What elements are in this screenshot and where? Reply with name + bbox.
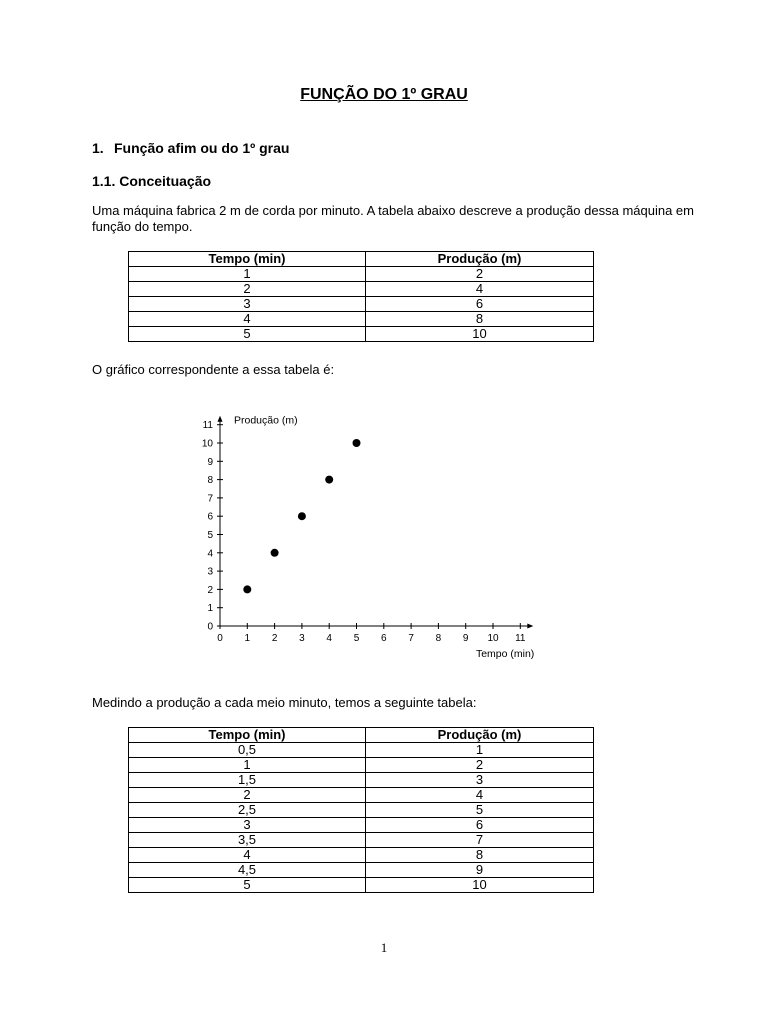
table-row [129, 863, 594, 878]
table-row [129, 282, 594, 297]
cell-producao: 1 [366, 743, 594, 758]
cell-producao: 2 [366, 758, 594, 773]
table-header-row [129, 728, 594, 743]
table-body [129, 267, 594, 342]
x-tick-label: 7 [408, 633, 414, 644]
data-point [325, 476, 333, 484]
cell-tempo: 0,5 [129, 743, 366, 758]
half-minute-table [128, 727, 594, 893]
cell-producao: 5 [366, 803, 594, 818]
table-row [129, 878, 594, 893]
x-tick-label: 11 [515, 633, 526, 644]
subsection-heading: 1.1. Conceituação [92, 173, 212, 189]
cell-tempo: 2 [129, 282, 366, 297]
cell-tempo: 4 [129, 848, 366, 863]
cell-producao: 8 [366, 312, 594, 327]
cell-tempo: 3 [129, 818, 366, 833]
data-point [271, 549, 279, 557]
y-tick-label: 8 [207, 475, 213, 487]
cell-producao: 7 [366, 833, 594, 848]
half-minute-intro: Medindo a produção a cada meio minuto, temos a seguinte tabela: [92, 695, 477, 710]
cell-producao: 6 [366, 297, 594, 312]
header-tempo: Tempo (min) [129, 252, 366, 267]
x-tick-label: 2 [271, 633, 278, 644]
production-table [128, 251, 594, 342]
data-point [298, 512, 306, 520]
section-heading [92, 140, 289, 156]
x-tick-label: 8 [435, 633, 442, 644]
y-tick-label: 11 [202, 420, 213, 432]
table-row [129, 758, 594, 773]
y-tick-label: 9 [207, 456, 213, 468]
y-tick-label: 10 [201, 438, 213, 450]
data-point [243, 585, 251, 593]
header-producao: Produção (m) [366, 252, 594, 267]
cell-producao: 6 [366, 818, 594, 833]
y-tick-label: 7 [207, 493, 213, 505]
x-axis-label: Tempo (min) [475, 648, 535, 660]
section-number: 1. [92, 140, 104, 156]
table-row [129, 773, 594, 788]
x-tick-label: 6 [381, 633, 387, 644]
y-tick-label: 0 [207, 621, 213, 633]
page-title: FUNÇÃO DO 1º GRAU [300, 86, 468, 103]
cell-producao: 3 [366, 773, 594, 788]
cell-producao: 4 [366, 282, 594, 297]
cell-tempo: 3 [129, 297, 366, 312]
cell-tempo: 1,5 [129, 773, 366, 788]
y-tick-label: 3 [207, 566, 213, 578]
cell-tempo: 5 [129, 878, 366, 893]
cell-tempo: 2 [129, 788, 366, 803]
x-tick-label: 9 [462, 633, 469, 644]
x-tick-label: 10 [487, 633, 499, 644]
table-row [129, 267, 594, 282]
y-tick-label: 4 [207, 548, 213, 560]
table-row [129, 818, 594, 833]
x-tick-label: 5 [353, 633, 360, 644]
x-axis-arrow [527, 624, 533, 629]
cell-producao: 4 [366, 788, 594, 803]
x-tick-label: 4 [326, 633, 332, 644]
page-number: 1 [380, 940, 388, 955]
y-tick-label: 6 [207, 511, 213, 523]
cell-tempo: 4,5 [129, 863, 366, 878]
table-body [129, 743, 594, 893]
cell-tempo: 2,5 [129, 803, 366, 818]
table-row [129, 312, 594, 327]
section-label: Função afim ou do 1º grau [114, 140, 290, 156]
cell-tempo: 5 [129, 327, 366, 342]
cell-producao: 8 [366, 848, 594, 863]
header-tempo: Tempo (min) [129, 728, 366, 743]
y-axis-label: Produção (m) [234, 414, 298, 427]
production-scatter-chart [180, 400, 560, 670]
table-row [129, 327, 594, 342]
table-row [129, 743, 594, 758]
intro-paragraph: Uma máquina fabrica 2 m de corda por minuto. A tabela abaixo descreve a produção dessa máquina em função do tempo. [92, 203, 694, 234]
table-row [129, 848, 594, 863]
x-tick-label: 1 [244, 633, 251, 644]
cell-producao: 2 [366, 267, 594, 282]
graph-intro: O gráfico correspondente a essa tabela é: [92, 362, 335, 377]
header-producao: Produção (m) [366, 728, 594, 743]
cell-producao: 10 [366, 327, 594, 342]
table-row [129, 833, 594, 848]
table-row [129, 803, 594, 818]
y-axis-arrow [218, 416, 223, 422]
cell-tempo: 1 [129, 758, 366, 773]
cell-tempo: 1 [129, 267, 366, 282]
data-point [353, 439, 361, 447]
cell-producao: 10 [366, 878, 594, 893]
table-row [129, 297, 594, 312]
table-row [129, 788, 594, 803]
cell-tempo: 4 [129, 312, 366, 327]
cell-tempo: 3,5 [129, 833, 366, 848]
x-tick-label: 0 [217, 633, 223, 644]
x-tick-label: 3 [299, 633, 305, 644]
y-tick-label: 1 [207, 603, 213, 615]
cell-producao: 9 [366, 863, 594, 878]
y-tick-label: 2 [207, 584, 213, 596]
table-header-row [129, 252, 594, 267]
y-tick-label: 5 [207, 530, 213, 541]
